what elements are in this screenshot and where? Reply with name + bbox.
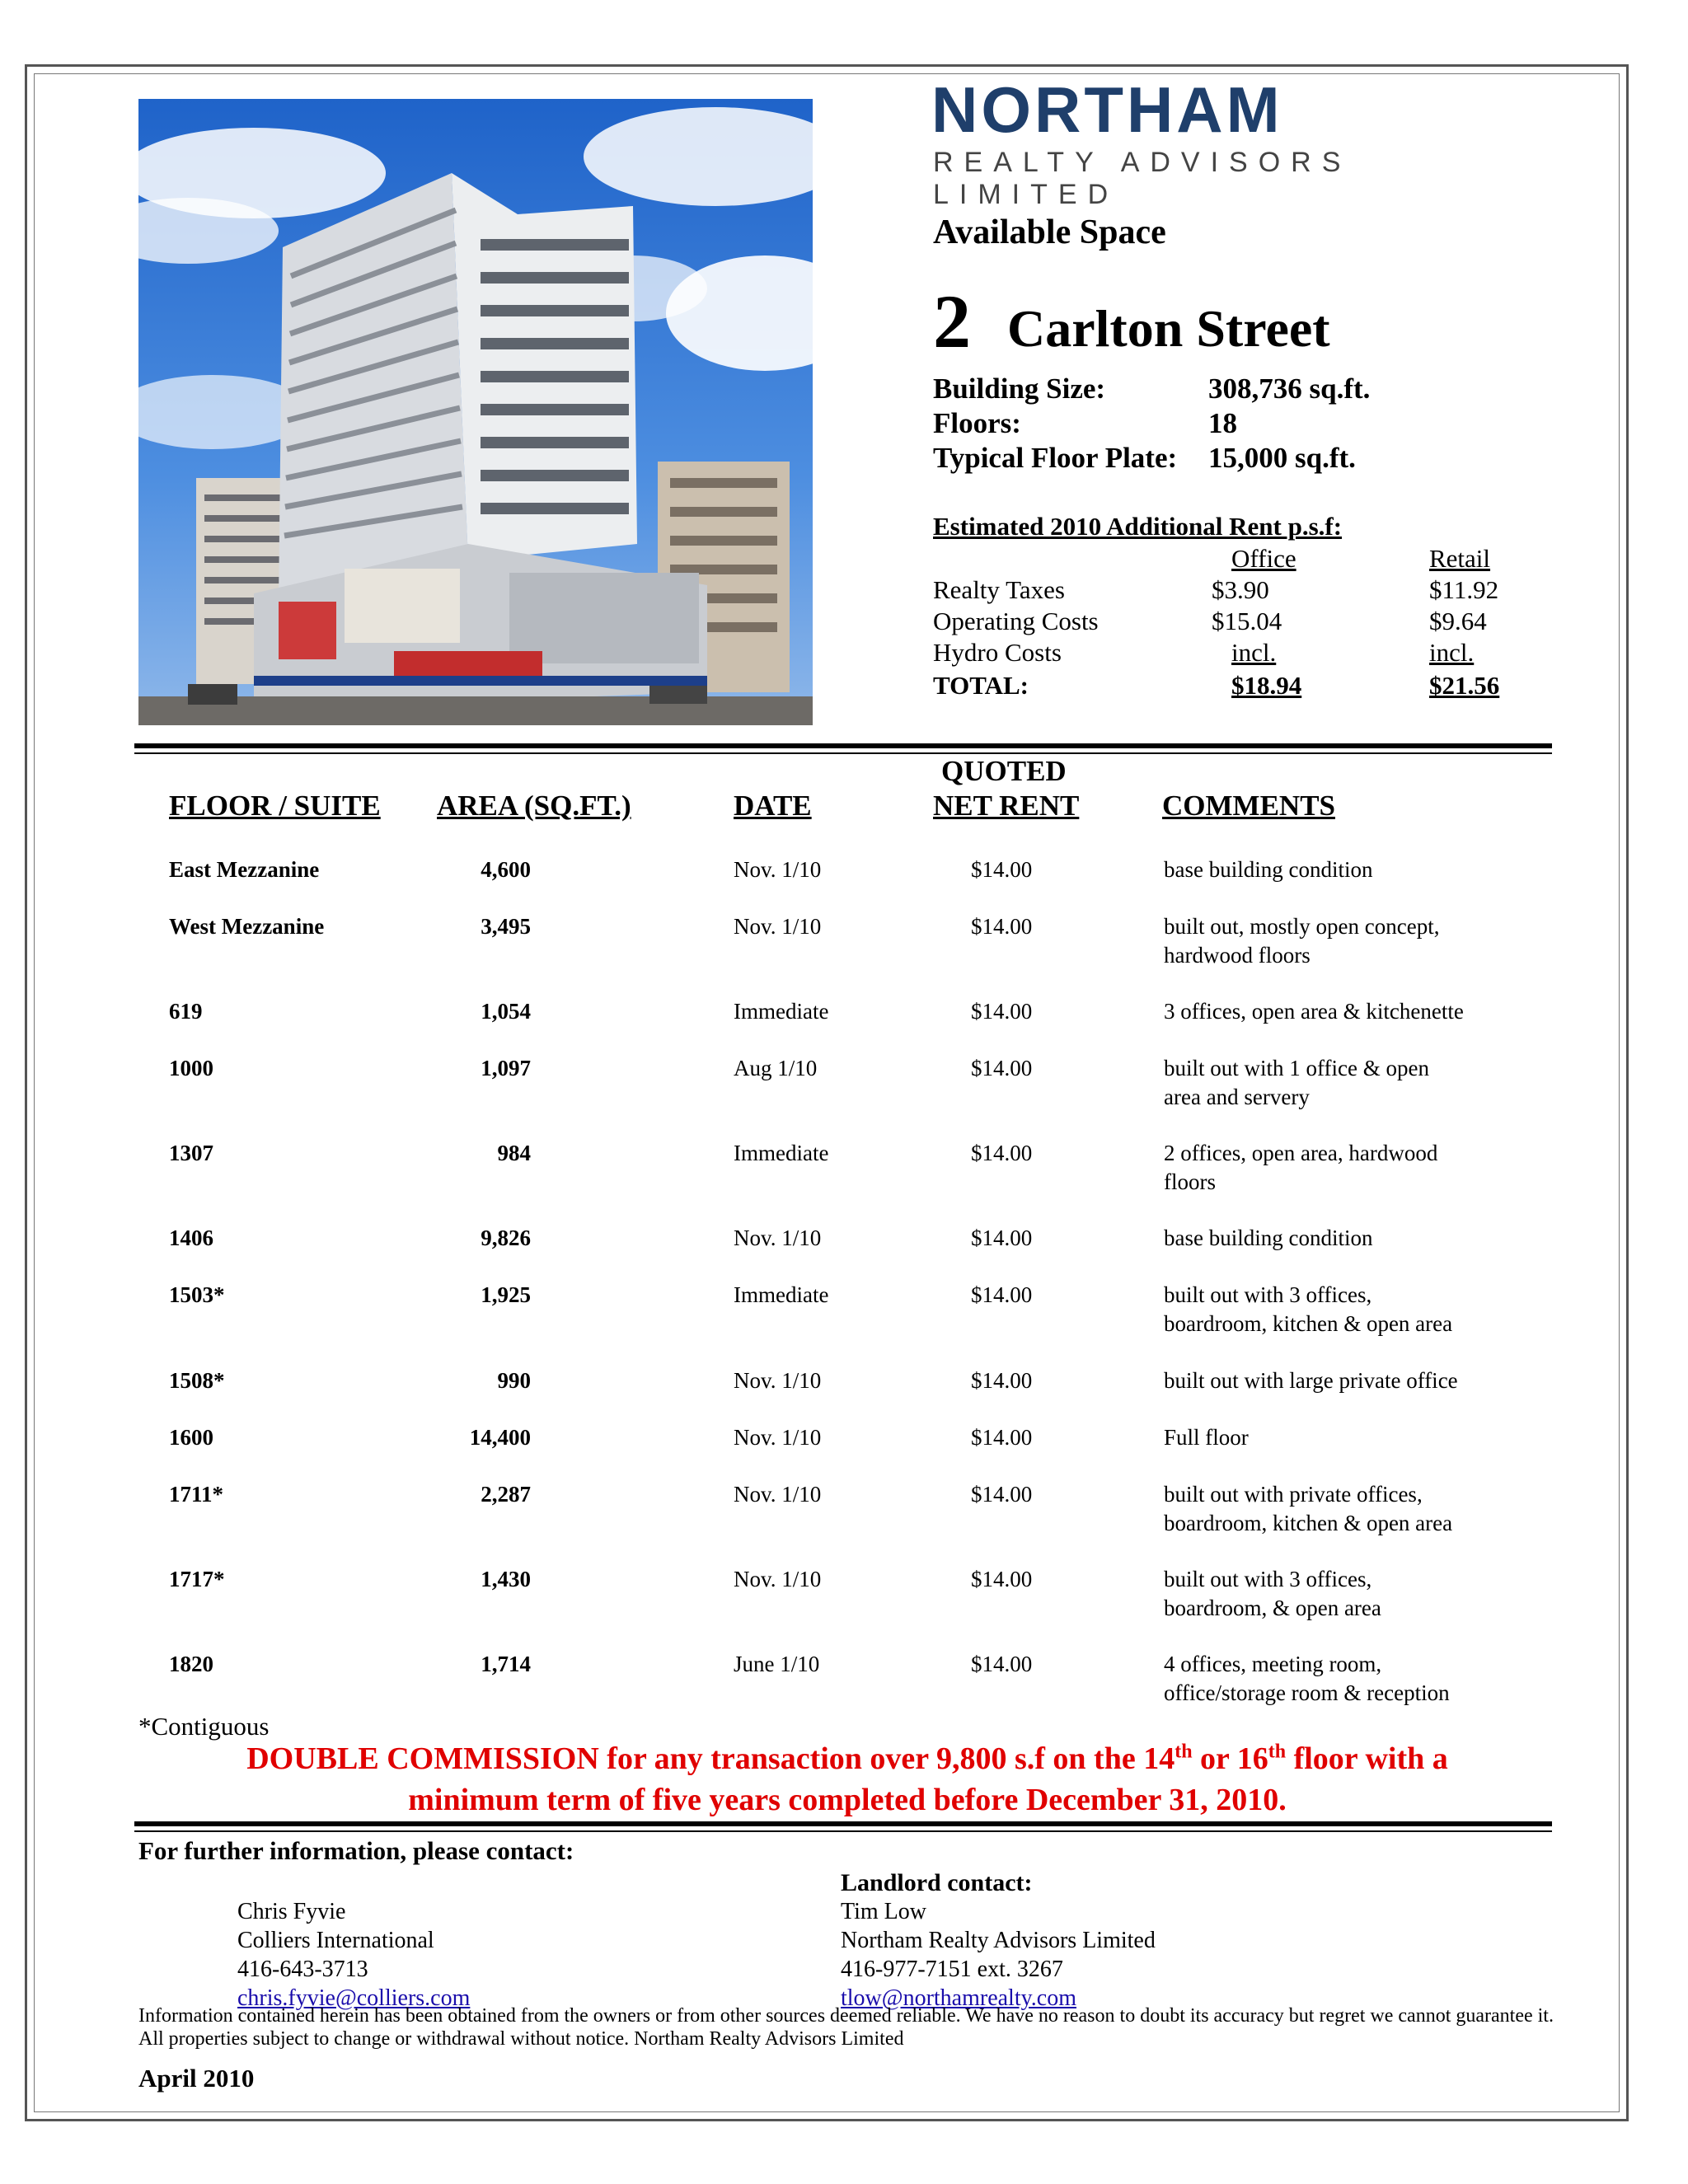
row-date: Aug 1/10 — [734, 1056, 818, 1080]
row-suite: West Mezzanine — [169, 914, 325, 939]
row-date: Nov. 1/10 — [734, 1482, 822, 1507]
available-space-heading: Available Space — [933, 213, 1166, 251]
promo-line-1 — [138, 1741, 1556, 1777]
total-office: $18.94 — [1231, 671, 1302, 700]
row-rent: $14.00 — [971, 1226, 1033, 1250]
row-date: Nov. 1/10 — [734, 1226, 822, 1250]
row-area: 9,826 — [481, 1226, 531, 1250]
row-comment-line-1: built out, mostly open concept, — [1164, 914, 1440, 939]
operating-costs-office: $15.04 — [1212, 607, 1282, 635]
row-suite: 619 — [169, 999, 203, 1024]
row-rent: $14.00 — [971, 857, 1033, 882]
logo-wordmark: NORTHAM — [931, 73, 1283, 146]
building-size-value: 308,736 sq.ft. — [1208, 373, 1371, 405]
promo-text-a: DOUBLE COMMISSION for any transaction over 9,800 s.f on the 14 — [246, 1741, 1175, 1776]
row-area: 1,097 — [481, 1056, 531, 1080]
area-header: AREA (SQ.FT.) — [437, 790, 631, 822]
hydro-costs-office: incl. — [1231, 638, 1277, 667]
row-area: 4,600 — [481, 857, 531, 882]
row-area: 990 — [497, 1368, 531, 1393]
row-area: 14,400 — [469, 1425, 531, 1450]
contiguous-note: *Contiguous — [138, 1712, 270, 1741]
row-date: Nov. 1/10 — [734, 1425, 822, 1450]
floor-plate-label: Typical Floor Plate: — [933, 442, 1178, 474]
row-date: Immediate — [734, 999, 829, 1024]
floor-suite-header: FLOOR / SUITE — [169, 790, 381, 822]
promo-line-2: minimum term of five years completed before December 31, 2010. — [408, 1783, 1287, 1817]
row-date: June 1/10 — [734, 1652, 820, 1676]
row-date: Nov. 1/10 — [734, 1368, 822, 1393]
row-comment-line-1: base building condition — [1164, 1226, 1373, 1250]
northam-logo — [931, 73, 1492, 210]
row-suite: 1000 — [169, 1056, 213, 1080]
row-comment-line-2: area and servery — [1164, 1085, 1310, 1109]
promo-sup-1: th — [1175, 1741, 1193, 1763]
landlord-heading: Landlord contact: — [841, 1869, 1033, 1896]
contact-heading: For further information, please contact: — [138, 1836, 574, 1865]
row-comment-line-1: built out with large private office — [1164, 1368, 1458, 1393]
address-street: Carlton Street — [1007, 299, 1330, 358]
section-divider-bottom-thin — [134, 1830, 1552, 1832]
row-date: Immediate — [734, 1282, 829, 1307]
landlord-company: Northam Realty Advisors Limited — [841, 1928, 1156, 1953]
logo-subtitle: REALTY ADVISORS LIMITED — [933, 147, 1352, 210]
row-date: Nov. 1/10 — [734, 857, 822, 882]
row-comment-line-2: boardroom, kitchen & open area — [1164, 1511, 1453, 1535]
row-rent: $14.00 — [971, 999, 1033, 1024]
floors-value: 18 — [1208, 407, 1237, 439]
row-area: 2,287 — [481, 1482, 531, 1507]
section-divider-top — [134, 743, 1552, 748]
retail-column-header: Retail — [1429, 544, 1491, 573]
row-suite: 1503* — [169, 1282, 225, 1307]
row-area: 3,495 — [481, 914, 531, 939]
row-rent: $14.00 — [971, 1425, 1033, 1450]
row-area: 984 — [497, 1141, 531, 1165]
operating-costs-label: Operating Costs — [933, 607, 1099, 635]
row-comment-line-1: 3 offices, open area & kitchenette — [1164, 999, 1464, 1024]
row-comment-line-2: boardroom, kitchen & open area — [1164, 1311, 1453, 1336]
floors-label: Floors: — [933, 407, 1021, 439]
landlord-email-link[interactable]: tlow@northamrealty.com — [841, 1985, 1077, 2011]
building-photo — [138, 99, 813, 725]
net-rent-header: NET RENT — [933, 790, 1080, 822]
row-date: Nov. 1/10 — [734, 914, 822, 939]
row-comment-line-1: built out with private offices, — [1164, 1482, 1423, 1507]
row-date: Immediate — [734, 1141, 829, 1165]
hydro-costs-label: Hydro Costs — [933, 638, 1062, 667]
realty-taxes-label: Realty Taxes — [933, 575, 1065, 604]
row-comment-line-1: built out with 1 office & open — [1164, 1056, 1429, 1080]
row-suite: 1711* — [169, 1482, 224, 1507]
row-comment-line-1: built out with 3 offices, — [1164, 1567, 1372, 1591]
floor-plate-value: 15,000 sq.ft. — [1208, 442, 1356, 474]
row-suite: 1406 — [169, 1226, 213, 1250]
date-header: DATE — [734, 790, 812, 822]
total-label: TOTAL: — [933, 671, 1029, 700]
promo-sup-2: th — [1268, 1741, 1287, 1763]
row-comment-line-2: hardwood floors — [1164, 943, 1311, 968]
address-number: 2 — [933, 279, 971, 363]
row-comment-line-1: 2 offices, open area, hardwood — [1164, 1141, 1438, 1165]
office-column-header: Office — [1231, 544, 1296, 573]
realty-taxes-office: $3.90 — [1212, 575, 1269, 604]
row-comment-line-2: floors — [1164, 1169, 1216, 1194]
row-rent: $14.00 — [971, 1056, 1033, 1080]
quoted-header: QUOTED — [941, 755, 1067, 787]
operating-costs-retail: $9.64 — [1429, 607, 1487, 635]
row-suite: 1600 — [169, 1425, 213, 1450]
landlord-phone: 416-977-7151 ext. 3267 — [841, 1957, 1063, 1982]
promo-text-c: floor with a — [1286, 1741, 1448, 1776]
agent-email-link[interactable]: chris.fyvie@colliers.com — [237, 1985, 471, 2011]
publish-date: April 2010 — [138, 2064, 255, 2093]
row-rent: $14.00 — [971, 1652, 1033, 1676]
comments-header: COMMENTS — [1162, 790, 1335, 822]
row-area: 1,714 — [481, 1652, 531, 1676]
row-comment-line-1: built out with 3 offices, — [1164, 1282, 1372, 1307]
row-comment-line-1: 4 offices, meeting room, — [1164, 1652, 1382, 1676]
row-rent: $14.00 — [971, 1368, 1033, 1393]
row-comment-line-2: boardroom, & open area — [1164, 1596, 1381, 1620]
row-area: 1,054 — [481, 999, 531, 1024]
row-suite: 1820 — [169, 1652, 213, 1676]
row-rent: $14.00 — [971, 1567, 1033, 1591]
section-divider-bottom — [134, 1821, 1552, 1826]
agent-name: Chris Fyvie — [237, 1899, 346, 1924]
hydro-costs-retail: incl. — [1429, 638, 1475, 667]
additional-rent-title: Estimated 2010 Additional Rent p.s.f: — [933, 512, 1343, 541]
total-retail: $21.56 — [1429, 671, 1500, 700]
agent-phone: 416-643-3713 — [237, 1957, 368, 1982]
row-comment-line-1: Full floor — [1164, 1425, 1249, 1450]
row-comment-line-1: base building condition — [1164, 857, 1373, 882]
disclaimer: Information contained herein has been obtained from the owners or from other sources deemed reliable. We have no reason to doubt its accuracy but regret we cannot guarantee it. All properties subject to change or withdrawal without notice. Northam Realty Advisors Limited — [138, 2005, 1554, 2050]
row-rent: $14.00 — [971, 914, 1033, 939]
row-comment-line-2: office/storage room & reception — [1164, 1680, 1450, 1705]
landlord-name: Tim Low — [841, 1899, 927, 1924]
section-divider-top-thin — [134, 752, 1552, 754]
row-area: 1,925 — [481, 1282, 531, 1307]
row-rent: $14.00 — [971, 1282, 1033, 1307]
row-rent: $14.00 — [971, 1482, 1033, 1507]
row-date: Nov. 1/10 — [734, 1567, 822, 1591]
row-suite: 1307 — [169, 1141, 213, 1165]
row-rent: $14.00 — [971, 1141, 1033, 1165]
row-suite: 1508* — [169, 1368, 225, 1393]
row-suite: East Mezzanine — [169, 857, 320, 882]
promo-text-b: or 16 — [1192, 1741, 1268, 1776]
realty-taxes-retail: $11.92 — [1429, 575, 1499, 604]
row-area: 1,430 — [481, 1567, 531, 1591]
building-size-label: Building Size: — [933, 373, 1106, 405]
agent-company: Colliers International — [237, 1928, 434, 1953]
row-suite: 1717* — [169, 1567, 225, 1591]
